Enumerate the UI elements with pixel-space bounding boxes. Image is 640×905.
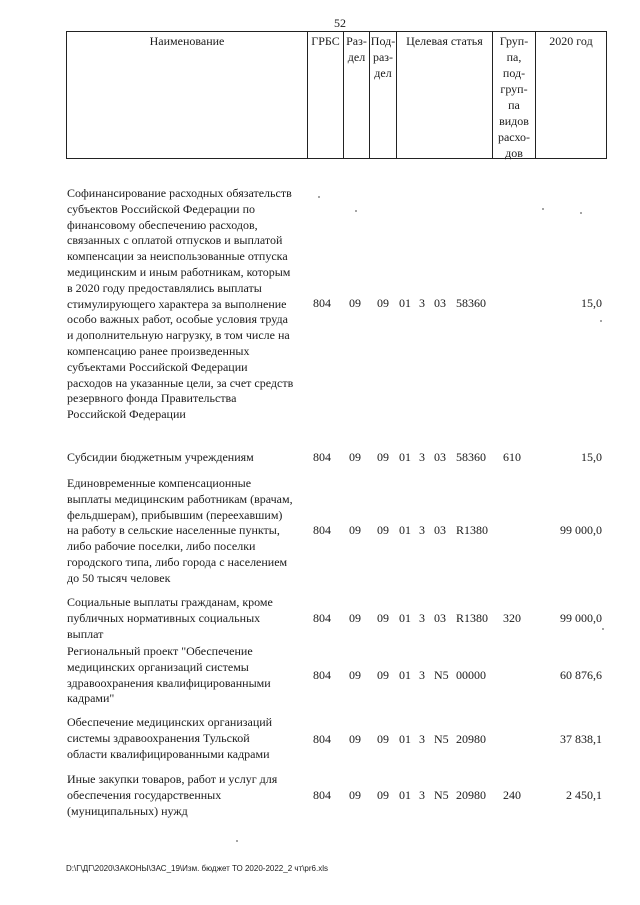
row-podrazdel: 09 <box>377 611 389 625</box>
page-number: 52 <box>334 16 346 30</box>
row-podrazdel: 09 <box>377 296 389 310</box>
row-cs-subprogram: N5 <box>434 788 449 802</box>
row-cs-direction: 58360 <box>456 296 486 310</box>
header-celevaya-statya: Целевая статья <box>406 34 483 48</box>
row-name: Обеспечение медицинских организаций системы здравоохранения Тульской области квалифицированными кадрами <box>67 715 273 761</box>
table-row <box>0 186 640 426</box>
row-cs-direction: R1380 <box>456 611 489 625</box>
header-podrazdel: Под- раз- дел <box>370 34 396 80</box>
scan-speck <box>542 208 544 210</box>
row-cs-program: 01 <box>399 611 411 625</box>
row-cs-program: 01 <box>399 450 411 464</box>
row-grbs: 804 <box>313 450 331 464</box>
row-grbs: 804 <box>313 296 331 310</box>
row-cs-type: 3 <box>419 668 425 682</box>
row-cs-type: 3 <box>419 523 425 537</box>
row-grbs: 804 <box>313 788 331 802</box>
row-razdel: 09 <box>349 788 361 802</box>
row-razdel: 09 <box>349 611 361 625</box>
row-amount: 99 000,0 <box>560 611 602 625</box>
row-cs-subprogram: N5 <box>434 732 449 746</box>
row-podrazdel: 09 <box>377 523 389 537</box>
file-path-footer: D:\Г\ДГ\2020\ЗАКОНЫ\ЗАС_19\Изм. бюджет ТО 2020-2022_2 чт\pr6.xls <box>66 864 328 873</box>
row-cs-direction: 20980 <box>456 788 486 802</box>
row-amount: 2 450,1 <box>566 788 602 802</box>
row-grbs: 804 <box>313 668 331 682</box>
header-year: 2020 год <box>549 34 593 48</box>
row-amount: 15,0 <box>581 296 602 310</box>
row-cs-program: 01 <box>399 668 411 682</box>
row-amount: 15,0 <box>581 450 602 464</box>
row-name: Единовременные компенсационные выплаты медицинским работникам (врачам, фельдшерам), прибывшим (переехавшим) на работу в сельские населенные пункты, либо рабочие поселки, либо поселки городского типа, либо города с населением до 50 тысяч человек <box>67 476 293 585</box>
row-cs-subprogram: 03 <box>434 523 446 537</box>
row-podrazdel: 09 <box>377 732 389 746</box>
row-cs-direction: 20980 <box>456 732 486 746</box>
header-vid-rashodov: Груп- па, под- груп- па видов расхо- дов <box>497 34 531 160</box>
row-cs-program: 01 <box>399 788 411 802</box>
table-row <box>0 476 640 588</box>
scan-speck <box>318 196 320 198</box>
header-name: Наименование <box>149 34 225 48</box>
row-cs-subprogram: 03 <box>434 296 446 310</box>
row-vid: 320 <box>503 611 521 625</box>
row-cs-direction: 00000 <box>456 668 486 682</box>
scan-speck <box>580 212 582 214</box>
row-cs-program: 01 <box>399 523 411 537</box>
table-header <box>66 31 607 159</box>
row-cs-program: 01 <box>399 732 411 746</box>
table-row <box>0 715 640 763</box>
row-razdel: 09 <box>349 523 361 537</box>
row-cs-type: 3 <box>419 296 425 310</box>
row-amount: 37 838,1 <box>560 732 602 746</box>
row-razdel: 09 <box>349 668 361 682</box>
row-cs-subprogram: 03 <box>434 611 446 625</box>
row-grbs: 804 <box>313 523 331 537</box>
row-podrazdel: 09 <box>377 668 389 682</box>
row-name: Иные закупки товаров, работ и услуг для обеспечения государственных (муниципальных) нужд <box>67 772 278 818</box>
row-name: Региональный проект "Обеспечение медицинских организаций системы здравоохранения квалифицированными кадрами" <box>67 644 271 706</box>
row-cs-subprogram: 03 <box>434 450 446 464</box>
row-cs-type: 3 <box>419 732 425 746</box>
row-vid: 610 <box>503 450 521 464</box>
row-amount: 99 000,0 <box>560 523 602 537</box>
row-grbs: 804 <box>313 611 331 625</box>
table-row <box>0 595 640 643</box>
row-cs-direction: R1380 <box>456 523 489 537</box>
header-grbs: ГРБС <box>311 34 340 48</box>
row-cs-type: 3 <box>419 450 425 464</box>
header-razdel: Раз- дел <box>346 34 367 64</box>
row-cs-direction: 58360 <box>456 450 486 464</box>
scan-speck <box>600 320 602 322</box>
scan-speck <box>355 210 357 212</box>
row-vid: 240 <box>503 788 521 802</box>
scan-speck <box>236 840 238 842</box>
row-podrazdel: 09 <box>377 788 389 802</box>
row-cs-subprogram: N5 <box>434 668 449 682</box>
row-grbs: 804 <box>313 732 331 746</box>
table-row <box>0 772 640 820</box>
row-cs-type: 3 <box>419 788 425 802</box>
row-razdel: 09 <box>349 296 361 310</box>
table-row <box>0 450 640 468</box>
row-name: Субсидии бюджетным учреждениям <box>67 450 254 464</box>
row-podrazdel: 09 <box>377 450 389 464</box>
table-row <box>0 644 640 708</box>
row-name: Софинансирование расходных обязательств субъектов Российской Федерации по финансовому обеспечению расходов, связанных с оплатой отпусков и выплатой компенсации за неиспользованные отпуска медицинским и иным работникам, которым в 2020 году предоставлялись выплаты стимулирующего характера за выполнение особо важных работ, особые условия труда и дополнительную нагрузку, в том числе на компенсацию ранее произведенных субъектами Российской Федерации расходов на указанные цели, за счет средств резервного фонда Правительства Российской Федерации <box>67 186 294 422</box>
row-amount: 60 876,6 <box>560 668 602 682</box>
row-cs-type: 3 <box>419 611 425 625</box>
scan-speck <box>602 628 604 630</box>
row-name: Социальные выплаты гражданам, кроме публичных нормативных социальных выплат <box>67 595 273 641</box>
row-razdel: 09 <box>349 450 361 464</box>
row-cs-program: 01 <box>399 296 411 310</box>
row-razdel: 09 <box>349 732 361 746</box>
